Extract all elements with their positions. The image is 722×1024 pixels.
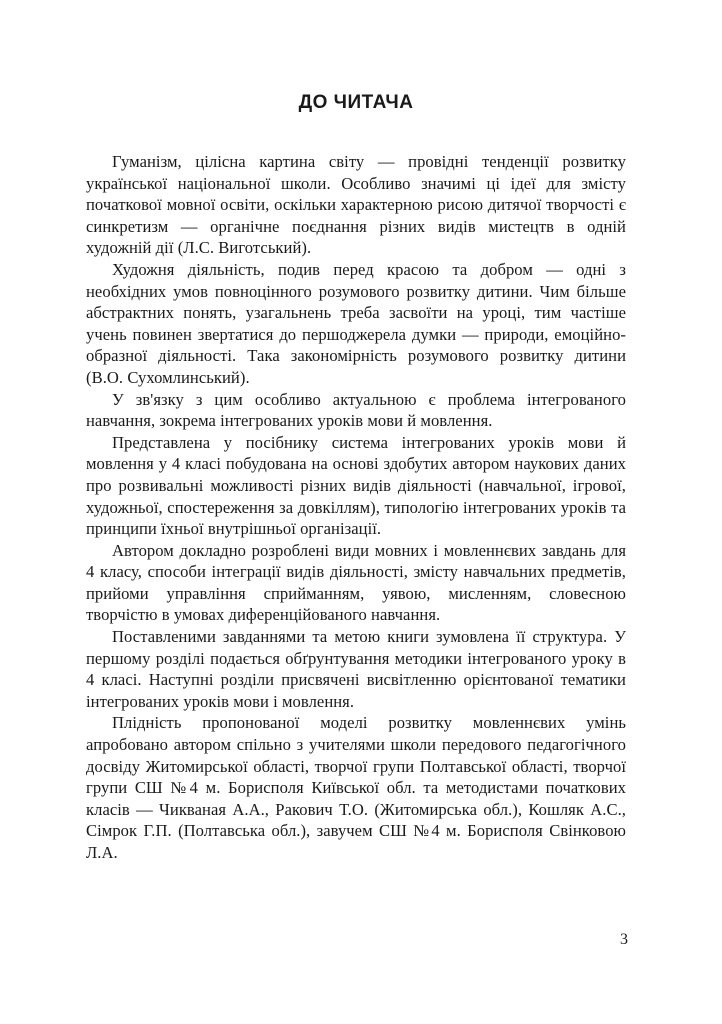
paragraph: Автором докладно розроблені види мовних і мовленнєвих завдань для 4 класу, способи інтеграції видів діяльності, змісту навчальних предметів, прийоми управління сприйманням, уявою, мисленням, словесною творчістю в умовах диференційованого навчання. [86,540,626,625]
paragraph: Гуманізм, цілісна картина світу — провідні тенденції розвитку української національної школи. Особливо значимі ці ідеї для змісту початкової мовної освіти, оскільки характерною рисою дитячої творчості є синкретизм — органічне поєднання різних видів мистецтв в одній художній дії (Л.С. Виготський). [86,152,626,258]
paragraph: У зв'язку з цим особливо актуальною є проблема інтегрованого навчання, зокрема інтегрованих уроків мови й мовлення. [86,389,626,431]
paragraph: Представлена у посібнику система інтегрованих уроків мови й мовлення у 4 класі побудована на основі здобутих автором наукових даних про розвивальні можливості різних видів діяльності (навчальної, ігрової, художньої, спостереження за довкіллям), типологію інтегрованих уроків та принципи їхньої внутрішньої організації. [86,432,626,539]
paragraph: Художня діяльність, подив перед красою та добром — одні з необхідних умов повноцінного розумового розвитку дитини. Чим більше абстрактних понять, узагальнень треба засвоїти на уроці, тим частіше учень повинен звертатися до першоджерела думки — природи, емоційно-образної діяльності. Така закономірність розумового розвитку дитини (В.О. Сухомлинський). [86,259,626,387]
body-text [86,151,626,864]
paragraph: Поставленими завданнями та метою книги зумовлена її структура. У першому розділі подається обґрунтування методики інтегрованого уроку в 4 класі. Наступні розділи присвячені висвітленню орієнтованої тематики інтегрованих уроків мови і мовлення. [86,627,626,711]
page-content [86,88,626,864]
page-number: 3 [620,931,628,948]
paragraph: Плідність пропонованої моделі розвитку мовленнєвих умінь апробовано автором спільно з учителями школи передового педагогічного досвіду Житомирської області, творчої групи Полтавської області, творчої групи СШ №4 м. Борисполя Київської обл. та методистами початкових класів — Чикваная А.А., Ракович Т.О. (Житомирська обл.), Кошляк А.С., Сімрок Г.П. (Полтавська обл.), завучем СШ №4 м. Борисполя Свінковою Л.А. [86,713,626,862]
page-title: ДО ЧИТАЧА [298,92,414,113]
